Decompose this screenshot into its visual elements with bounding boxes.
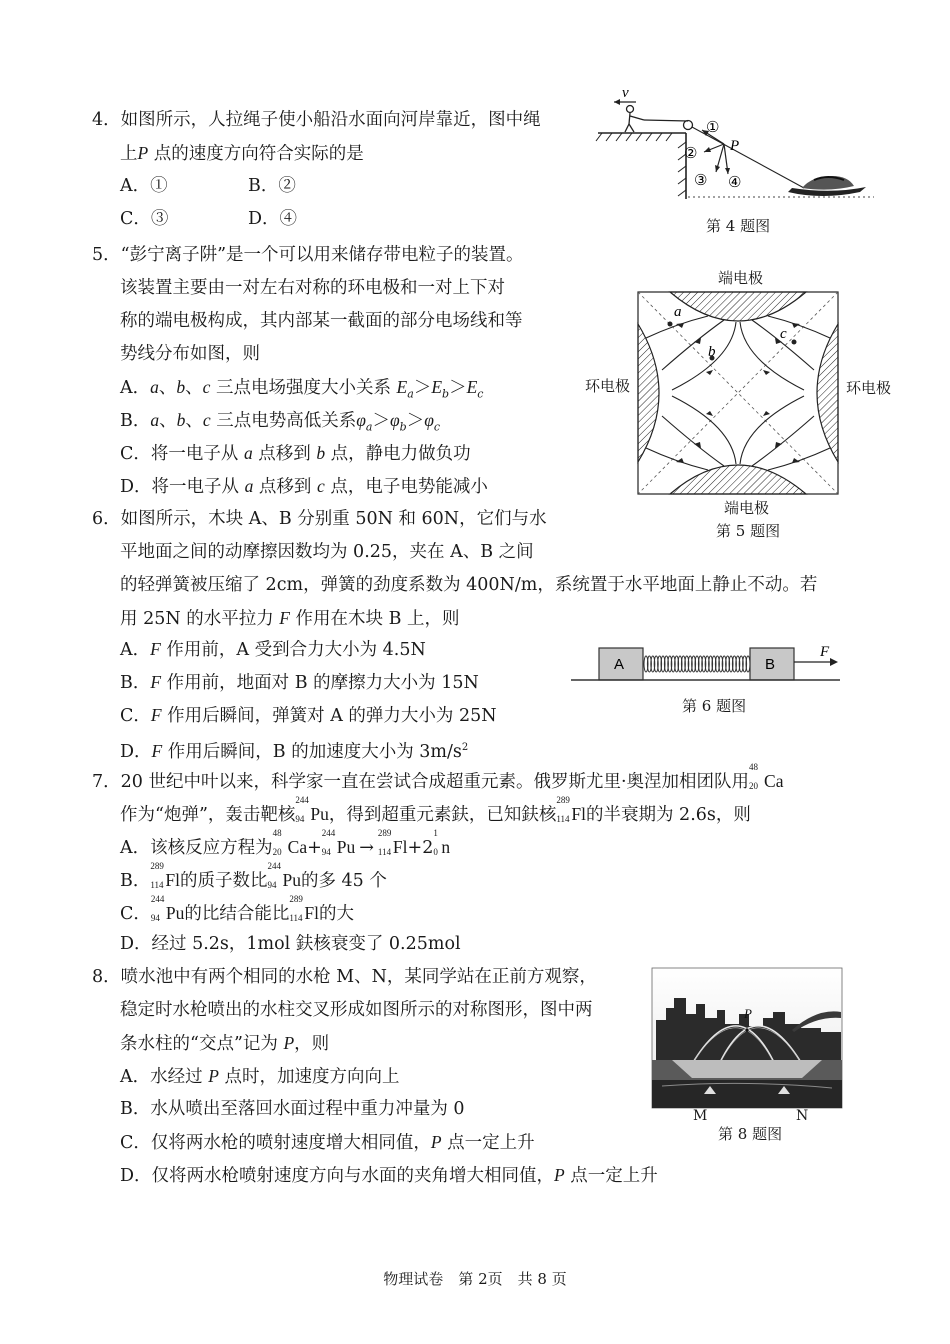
q8-p-label: P [744, 1006, 752, 1021]
q4-stem-line1: 4．如图所示，人拉绳子使小船沿水面向河岸靠近，图中绳 [92, 110, 541, 130]
q6-block-a-label: A [614, 656, 625, 673]
page-footer: 物理试卷 第 2页 共 8 页 [383, 1270, 567, 1288]
q4-v-label: v [622, 85, 629, 101]
q4-pulley [684, 121, 693, 130]
q5-label-top-electrode: 端电极 [718, 269, 764, 287]
q4-figure [592, 84, 892, 219]
q4-option-c: C．③ [120, 209, 169, 229]
q8-stem-line2: 稳定时水枪喷出的水柱交叉形成如图所示的对称图形，图中两 [120, 1000, 593, 1020]
q6-caption: 第 6 题图 [682, 697, 747, 715]
q6-stem-line2: 平地面之间的动摩擦因数均为 0.25，夹在 A、B 之间 [120, 542, 534, 562]
q5-stem-line1: 5．“彭宁离子阱”是一个可以用来储存带电粒子的装置。 [92, 245, 524, 265]
q6-option-d: D．F 作用后瞬间，B 的加速度大小为 $3m/s^2$ [120, 741, 469, 762]
q5-a-label: a [674, 304, 682, 320]
q8-option-b: B．水从喷出至落回水面过程中重力冲量为 0 [120, 1099, 465, 1119]
q5-c-label: c [780, 326, 787, 342]
q5-point-a [668, 322, 673, 327]
q8-point-p [745, 1028, 748, 1031]
q6-spring [644, 656, 750, 672]
q5-option-c: C．将一电子从 a 点移到 b 点，静电力做负功 [120, 443, 471, 464]
q8-caption: 第 8 题图 [718, 1125, 783, 1143]
q4-label-1: ① [706, 118, 720, 136]
q8-option-a: A．水经过 P 点时，加速度方向向上 [120, 1066, 400, 1087]
q7-option-a: A．该核反应方程为 48 20 Ca+ 244 94 Pu → 289 114 Fl+2 1 0 n [120, 828, 451, 858]
q7-option-b: B． 289 114 Fl的质子数比 244 94 Pu的多 45 个 [120, 861, 387, 891]
q5-option-d: D．将一电子从 a 点移到 c 点，电子电势能减小 [120, 476, 488, 497]
q8-stem-line1: 8．喷水池中有两个相同的水枪 M、N，某同学站在正前方观察， [92, 967, 597, 987]
q7-option-c: C． 244 94 Pu的比结合能比 289 114 Fl的大 [120, 894, 354, 924]
q8-option-d: D．仅将两水枪喷射速度方向与水面的夹角增大相同值，P 点一定上升 [120, 1165, 658, 1186]
q5-right-electrode [817, 324, 838, 462]
q6-figure [568, 640, 848, 692]
q5-caption: 第 5 题图 [716, 522, 781, 540]
q5-point-c [792, 340, 797, 345]
q5-b-label: b [708, 344, 716, 360]
q8-m-label: M [693, 1108, 708, 1124]
q7-nuclide-fl: 289 114 Fl [556, 795, 586, 824]
q8-stem-line3: 条水柱的“交点”记为 P，则 [120, 1033, 330, 1054]
q5-option-a: A．a、b、c 三点电场强度大小关系 $E_a>E_b>E_c$ [120, 377, 484, 401]
q7-stem-line2: 作为“炮弹”，轰击靶核 244 94 Pu，得到超重元素鈇，已知鈇核 289 114 Fl的半衰期为 2.6s，则 [120, 795, 751, 825]
q5-stem-line3: 称的端电极构成，其内部某一截面的部分电场线和等 [120, 311, 523, 331]
q5-field-lines [646, 316, 830, 470]
q7-nuclide-pu: 244 94 Pu [295, 795, 329, 824]
q6-stem-line1: 6．如图所示，木块 A、B 分别重 50N 和 60N，它们与水 [92, 509, 547, 529]
q4-rope [692, 127, 804, 188]
q4-option-d: D．④ [248, 209, 298, 229]
q4-label-2: ② [684, 144, 698, 162]
q5-bottom-electrode [670, 465, 806, 494]
q4-person-figure [625, 106, 644, 133]
q5-label-left-electrode: 环电极 [585, 377, 631, 395]
q7-stem-line1: 7．20 世纪中叶以来，科学家一直在尝试合成超重元素。俄罗斯尤里·奥涅加相团队用 48 20 Ca [92, 762, 784, 792]
q6-force-label: F [820, 644, 830, 660]
q4-p-label: P [730, 138, 740, 154]
q4-label-3: ③ [694, 171, 708, 189]
q5-stem-line4: 势线分布如图，则 [120, 344, 260, 364]
q5-figure [636, 290, 840, 496]
q8-n-label: N [796, 1108, 809, 1124]
q6-option-a: A．F 作用前，A 受到合力大小为 4.5N [120, 639, 426, 660]
q4-option-b: B．② [248, 176, 296, 196]
q5-label-right-electrode: 环电极 [846, 379, 892, 397]
q7-option-d: D．经过 5.2s，1mol 鈇核衰变了 0.25mol [120, 934, 461, 954]
q5-left-electrode [638, 324, 659, 462]
q4-stem-line2: 上P 点的速度方向符合实际的是 [120, 143, 364, 164]
q8-photo [652, 968, 842, 1108]
q8-option-c: C．仅将两水枪的喷射速度增大相同值，P 点一定上升 [120, 1132, 535, 1153]
q4-caption: 第 4 题图 [706, 217, 771, 235]
q5-option-b: B．a、b、c 三点电势高低关系$\varphi_a>\varphi_b>\varphi_c$ [120, 410, 441, 434]
q6-block-b-label: B [765, 656, 776, 673]
q7-nuclide-ca: 48 20 Ca [749, 762, 784, 791]
q5-label-bottom-electrode: 端电极 [724, 499, 770, 517]
q5-field-arrows [676, 323, 800, 463]
q4-rope-top [644, 120, 688, 121]
q4-ground-hatch [596, 133, 672, 141]
q4-label-4: ④ [728, 173, 742, 191]
q6-stem-line3: 的轻弹簧被压缩了 2cm，弹簧的劲度系数为 400N/m，系统置于水平地面上静止不动。若 [120, 575, 818, 595]
q4-option-a: A．① [120, 176, 168, 196]
q6-stem-line4: 用 25N 的水平拉力 F 作用在木块 B 上，则 [120, 608, 460, 629]
q5-top-electrode [670, 292, 806, 321]
q6-option-b: B．F 作用前，地面对 B 的摩擦力大小为 15N [120, 672, 479, 693]
q5-stem-line2: 该装置主要由一对左右对称的环电极和一对上下对 [120, 278, 505, 298]
q6-option-c: C．F 作用后瞬间，弹簧对 A 的弹力大小为 25N [120, 705, 497, 726]
